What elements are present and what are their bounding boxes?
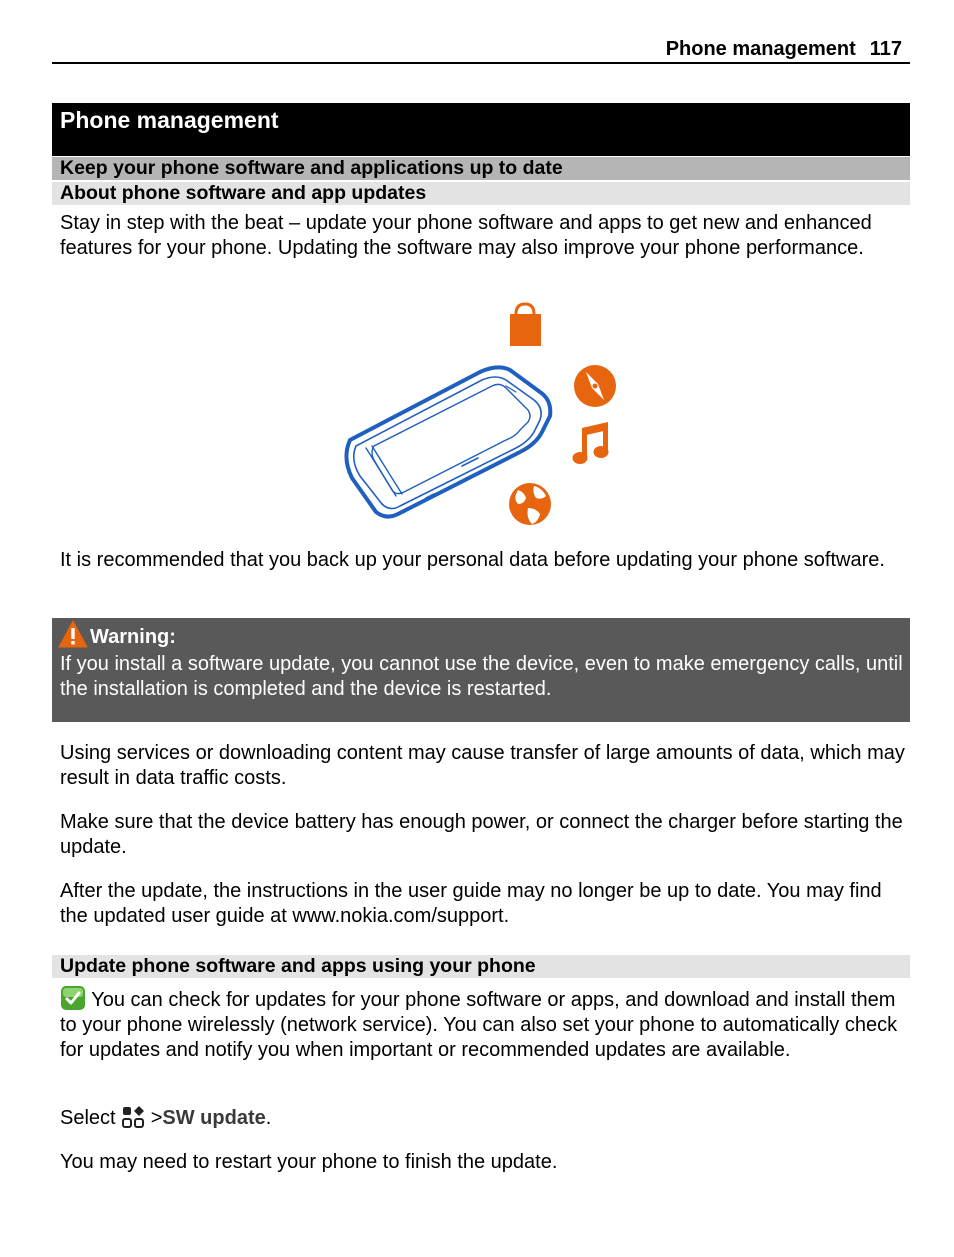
shopping-bag-icon (510, 304, 541, 346)
subsection-heading-about: About phone software and app updates (60, 182, 427, 204)
battery-paragraph: Make sure that the device battery has enough power, or connect the charger before starting the update. (60, 811, 903, 858)
select-arrow: > (150, 1107, 163, 1129)
running-header-title: Phone management (665, 38, 856, 60)
music-note-icon (573, 422, 609, 464)
chapter-title-bar (52, 103, 910, 156)
chapter-title: Phone management (60, 107, 279, 133)
update-illustration (330, 300, 630, 530)
user-guide-paragraph: After the update, the instructions in the user guide may no longer be up to date. You may find the updated user guide at www.nokia.com/support. (60, 880, 882, 927)
warning-title: Warning: (90, 626, 176, 648)
compass-icon (574, 365, 616, 407)
restart-note: You may need to restart your phone to finish the update. (60, 1151, 558, 1173)
section-heading-bar (52, 157, 910, 180)
subsection-heading-update: Update phone software and apps using your phone (60, 955, 536, 977)
select-prefix: Select (60, 1107, 116, 1129)
select-suffix: . (265, 1107, 272, 1129)
backup-note: It is recommended that you back up your personal data before updating your phone software. (60, 549, 885, 571)
sw-update-label: SW update (162, 1107, 266, 1129)
update-paragraph (60, 985, 910, 1063)
select-instruction (60, 1105, 910, 1131)
menu-grid-icon (121, 1105, 145, 1129)
data-costs-paragraph: Using services or downloading content may cause transfer of large amounts of data, which may result in data traffic costs. (60, 742, 905, 789)
running-header (52, 36, 910, 64)
warning-triangle-icon (58, 620, 88, 648)
section-heading: Keep your phone software and applications up to date (60, 157, 563, 179)
update-paragraph-rest: install them to your phone wirelessly (network service). You can also set your phone to automatically check for updates and notify you when important or recommended updates are available. (60, 989, 898, 1061)
warning-text: If you install a software update, you cannot use the device, even to make emergency calls, until the installation is completed and the device is restarted. (60, 653, 903, 700)
sw-update-icon (60, 985, 86, 1011)
warning-box (52, 618, 910, 722)
update-paragraph-first-line: You can check for updates for your phone software or apps, and download and (91, 989, 789, 1011)
subsection-heading-bar-update (52, 955, 910, 978)
globe-icon (509, 483, 551, 525)
intro-paragraph: Stay in step with the beat – update your phone software and apps to get new and enhanced features for your phone. Updating the software may also improve your phone performance. (60, 212, 872, 259)
subsection-heading-bar-about (52, 182, 910, 205)
page-number: 117 (869, 38, 902, 60)
